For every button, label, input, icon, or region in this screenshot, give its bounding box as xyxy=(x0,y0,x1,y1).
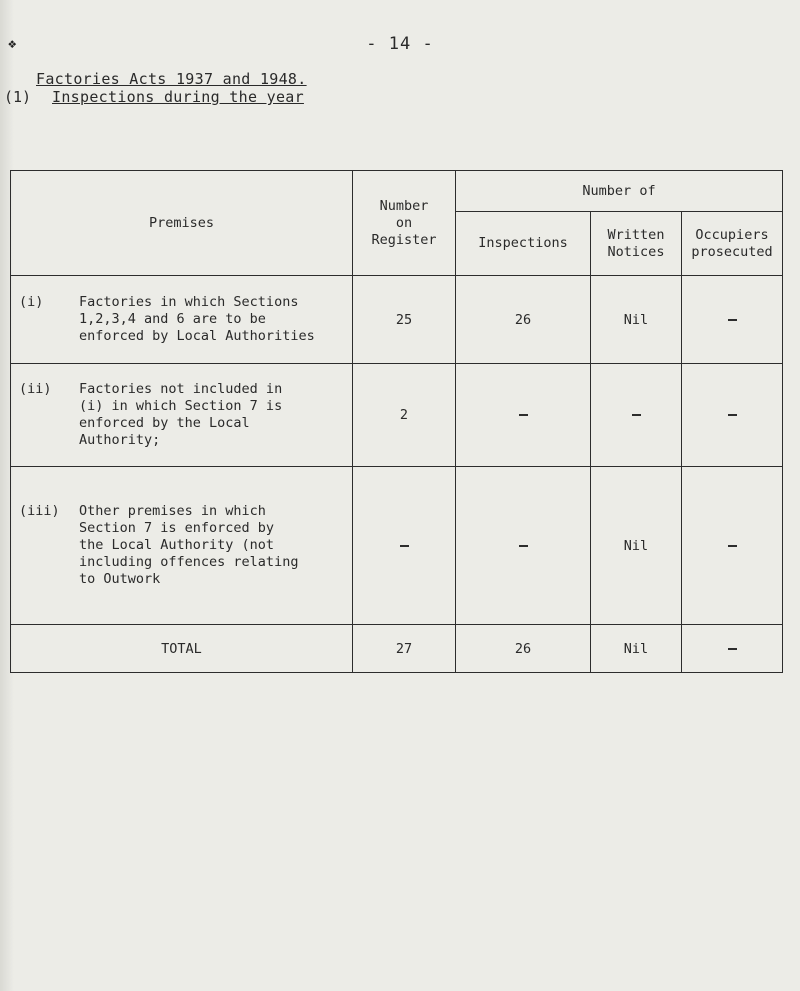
row-inspections xyxy=(456,364,591,467)
row-text-line: (i) in which Section 7 is xyxy=(79,398,283,414)
dash-mark xyxy=(400,545,409,547)
row-register xyxy=(353,467,456,625)
row-inspections: 26 xyxy=(456,276,591,364)
header-written-notices xyxy=(591,212,682,276)
dash-mark xyxy=(519,414,528,416)
row-text-line: enforced by Local Authorities xyxy=(79,328,315,344)
row-inspections xyxy=(456,467,591,625)
header-occupiers-line: Occupiers xyxy=(695,226,769,243)
header-notices-line: Notices xyxy=(607,243,665,260)
row-number: (i) xyxy=(19,294,44,310)
header-occupiers-prosecuted xyxy=(682,212,783,276)
row-register: 2 xyxy=(353,364,456,467)
row-text-line: Factories in which Sections xyxy=(79,294,299,310)
header-notices-line: Written xyxy=(607,226,665,243)
total-row xyxy=(11,625,783,673)
row-prosecuted xyxy=(682,364,783,467)
row-text-line: enforced by the Local xyxy=(79,415,250,431)
header-register-line: Number xyxy=(379,197,429,214)
dash-mark xyxy=(728,319,737,321)
row-notices xyxy=(591,364,682,467)
table-row xyxy=(11,364,783,467)
header-register-line: on xyxy=(395,214,413,231)
table-row xyxy=(11,276,783,364)
total-label: TOTAL xyxy=(11,625,353,673)
total-prosecuted xyxy=(682,625,783,673)
row-prosecuted xyxy=(682,276,783,364)
dash-mark xyxy=(728,545,737,547)
row-notices: Nil xyxy=(591,276,682,364)
row-notices: Nil xyxy=(591,467,682,625)
inspections-table xyxy=(10,170,783,673)
row-register: 25 xyxy=(353,276,456,364)
row-premises xyxy=(11,276,353,364)
row-text-line: Other premises in which xyxy=(79,503,266,519)
total-register: 27 xyxy=(353,625,456,673)
header-occupiers-line: prosecuted xyxy=(691,243,773,260)
bullet-mark-icon: ❖ xyxy=(8,36,17,52)
row-text-line: Section 7 is enforced by xyxy=(79,520,275,536)
page-number: - 14 - xyxy=(366,34,434,54)
row-number: (ii) xyxy=(19,381,52,397)
row-prosecuted xyxy=(682,467,783,625)
header-premises: Premises xyxy=(11,171,353,276)
row-text-line: Authority; xyxy=(79,432,161,448)
row-premises xyxy=(11,467,353,625)
dash-mark xyxy=(519,545,528,547)
header-number-on-register xyxy=(353,171,456,276)
header-inspections: Inspections xyxy=(456,212,591,276)
dash-mark xyxy=(728,414,737,416)
dash-mark xyxy=(632,414,641,416)
table-row xyxy=(11,467,783,625)
total-inspections: 26 xyxy=(456,625,591,673)
row-text-line: including offences relating xyxy=(79,554,299,570)
header-number-of: Number of xyxy=(456,171,783,212)
header-register-line: Register xyxy=(371,231,437,248)
row-text-line: the Local Authority (not xyxy=(79,537,275,553)
subsection-heading: Inspections during the year xyxy=(52,88,304,106)
row-text-line: to Outwork xyxy=(79,571,161,587)
subsection-number: (1) xyxy=(4,88,32,106)
row-number: (iii) xyxy=(19,503,60,519)
section-heading: Factories Acts 1937 and 1948. xyxy=(36,70,307,88)
row-text-line: 1,2,3,4 and 6 are to be xyxy=(79,311,266,327)
row-premises xyxy=(11,364,353,467)
dash-mark xyxy=(728,648,737,650)
total-notices: Nil xyxy=(591,625,682,673)
row-text-line: Factories not included in xyxy=(79,381,283,397)
